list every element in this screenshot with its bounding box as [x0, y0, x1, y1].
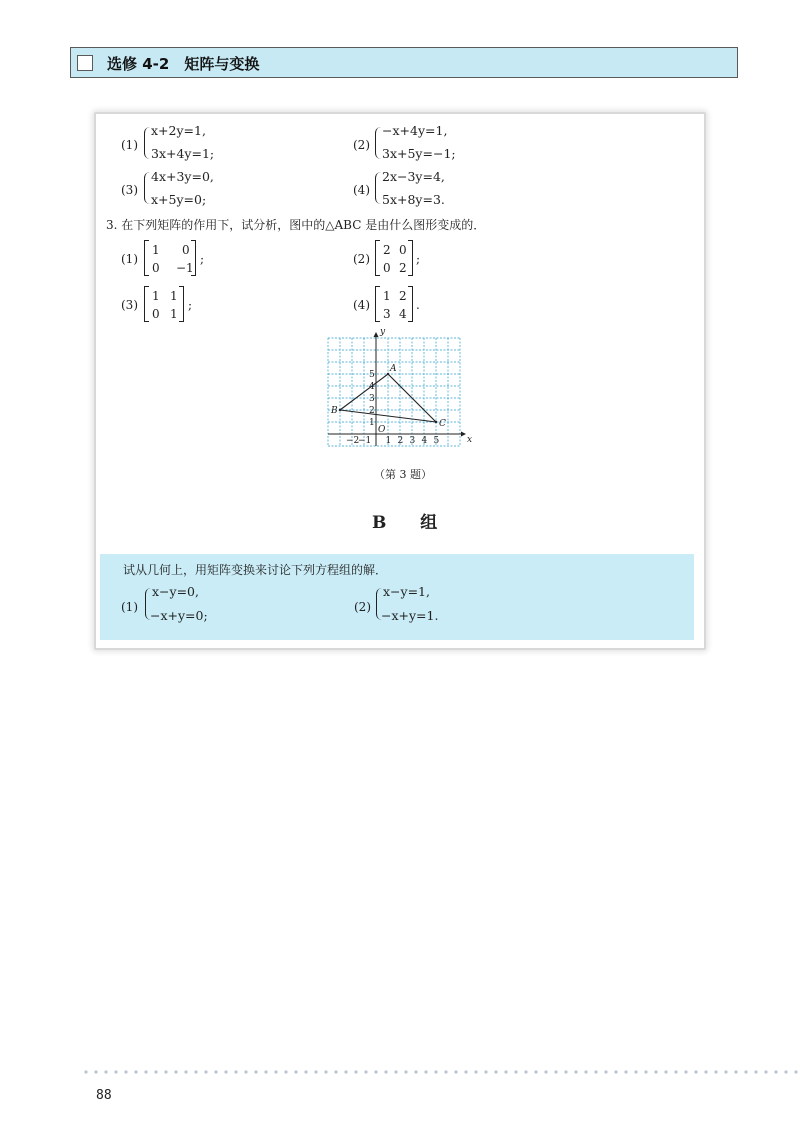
x-axis-arrow-icon — [461, 432, 466, 437]
x-tick-label: −2 — [346, 436, 360, 446]
b-eq1-line2: −x+y=0; — [150, 608, 208, 623]
grid-lines — [328, 338, 460, 446]
footer-dot — [314, 1070, 317, 1073]
x-tick-label: −1 — [358, 436, 372, 446]
footer-dot — [364, 1070, 367, 1073]
footer-dot — [724, 1070, 727, 1073]
footer-dot — [594, 1070, 597, 1073]
footer-dot — [394, 1070, 397, 1073]
footer-dot — [304, 1070, 307, 1073]
matrix-3-right-bracket — [179, 286, 184, 322]
matrix-2 — [375, 240, 413, 276]
footer-dot — [444, 1070, 447, 1073]
footer-dot — [514, 1070, 517, 1073]
x-axis-label: x — [467, 435, 473, 445]
footer-dot — [244, 1070, 247, 1073]
footer-dot — [604, 1070, 607, 1073]
footer-dot — [664, 1070, 667, 1073]
footer-dot — [294, 1070, 297, 1073]
triangle-figure — [328, 327, 473, 450]
matrix-3-a12: 1 — [170, 289, 178, 303]
matrix-2-left-bracket — [375, 240, 380, 276]
y-tick-label: 2 — [369, 406, 375, 416]
footer-dot — [434, 1070, 437, 1073]
tick-labels — [346, 370, 440, 446]
footer-dot — [494, 1070, 497, 1073]
origin-label: O — [378, 425, 386, 435]
matrix-3-a22: 1 — [170, 307, 178, 321]
header-title: 选修 4-2 矩阵与变换 — [107, 55, 260, 73]
footer-dot — [204, 1070, 207, 1073]
eq2-line1: −x+4y=1, — [382, 123, 448, 138]
vertex-label-a: A — [390, 364, 397, 374]
footer-dot — [84, 1070, 87, 1073]
eq3-label: (3) — [121, 183, 138, 197]
mat2-label: (2) — [353, 252, 370, 266]
footer-dot — [114, 1070, 117, 1073]
mat2-end: ; — [416, 252, 421, 266]
footer-dot — [94, 1070, 97, 1073]
footer-dot — [174, 1070, 177, 1073]
footer-dot — [574, 1070, 577, 1073]
footer-dot — [154, 1070, 157, 1073]
footer-dot — [384, 1070, 387, 1073]
x-tick-label: 3 — [409, 436, 416, 446]
matrix-1-a21: 0 — [152, 261, 160, 275]
footer-dot — [414, 1070, 417, 1073]
footer-dot — [614, 1070, 617, 1073]
coordinate-grid — [328, 327, 473, 450]
problem3-text: 3. 在下列矩阵的作用下，试分析，图中的△ABC 是由什么图形变成的． — [106, 218, 486, 232]
group-b-title: B 组 — [372, 513, 452, 533]
footer-dot — [684, 1070, 687, 1073]
footer-dot — [704, 1070, 707, 1073]
matrix-1-a12: 0 — [182, 243, 190, 257]
vertex-label-c: C — [439, 419, 446, 429]
mat4-label: (4) — [353, 298, 370, 312]
matrix-3-left-bracket — [144, 286, 149, 322]
footer-dot — [464, 1070, 467, 1073]
footer-dot — [654, 1070, 657, 1073]
matrix-3-a11: 1 — [152, 289, 160, 303]
footer-dot — [194, 1070, 197, 1073]
y-tick-label: 3 — [369, 394, 375, 404]
matrix-1-a11: 1 — [152, 243, 160, 257]
y-tick-label: 1 — [369, 418, 375, 428]
matrix-2-a11: 2 — [383, 243, 391, 257]
footer-dot — [474, 1070, 477, 1073]
group-b-text: 试从几何上，用矩阵变换来讨论下列方程组的解． — [123, 563, 388, 577]
mat1-label: (1) — [121, 252, 138, 266]
footer-dot — [234, 1070, 237, 1073]
footer-dot — [264, 1070, 267, 1073]
matrix-4-a11: 1 — [383, 289, 391, 303]
footer-dot — [354, 1070, 357, 1073]
footer-dot — [164, 1070, 167, 1073]
header-square-icon — [77, 55, 93, 71]
vertex-b — [339, 409, 341, 411]
footer-dot — [214, 1070, 217, 1073]
footer-dot — [504, 1070, 507, 1073]
b-eq2-line1: x−y=1, — [383, 584, 430, 599]
x-tick-label: 2 — [397, 436, 404, 446]
matrix-1-a22: −1 — [176, 261, 194, 275]
footer-dot — [644, 1070, 647, 1073]
eq4-label: (4) — [353, 183, 370, 197]
page-number: 88 — [96, 1088, 112, 1103]
footer-dot — [674, 1070, 677, 1073]
matrix-4-a12: 2 — [399, 289, 407, 303]
matrix-1-right-bracket — [191, 240, 196, 276]
b-eq1-label: (1) — [121, 600, 138, 614]
footer-dot — [774, 1070, 777, 1073]
matrix-2-a12: 0 — [399, 243, 407, 257]
footer-dot — [454, 1070, 457, 1073]
footer-dot — [554, 1070, 557, 1073]
vertex-label-b: B — [331, 406, 338, 416]
y-tick-label: 5 — [369, 370, 375, 380]
footer-dot — [284, 1070, 287, 1073]
matrix-4-right-bracket — [408, 286, 413, 322]
footer-dot — [124, 1070, 127, 1073]
x-tick-label: 5 — [433, 436, 440, 446]
matrix-2-a22: 2 — [399, 261, 407, 275]
matrix-4-a22: 4 — [399, 307, 407, 321]
mat4-end: . — [416, 298, 420, 312]
mat3-label: (3) — [121, 298, 138, 312]
vertex-a — [387, 373, 389, 375]
footer-dot — [424, 1070, 427, 1073]
y-axis-label: y — [380, 327, 386, 337]
matrix-2-right-bracket — [408, 240, 413, 276]
chapter-header — [70, 47, 738, 78]
footer-dot — [374, 1070, 377, 1073]
footer-dot — [624, 1070, 627, 1073]
x-tick-label: 1 — [385, 436, 392, 446]
b-eq1-line1: x−y=0, — [152, 584, 199, 599]
x-tick-label: 4 — [421, 436, 428, 446]
footer-dot — [344, 1070, 347, 1073]
matrix-4-left-bracket — [375, 286, 380, 322]
footer-dot — [334, 1070, 337, 1073]
mat1-end: ; — [200, 252, 205, 266]
footer-dot — [784, 1070, 787, 1073]
footer-dot — [744, 1070, 747, 1073]
eq2-line2: 3x+5y=−1; — [382, 146, 456, 161]
footer-dot — [524, 1070, 527, 1073]
matrix-2-a21: 0 — [383, 261, 391, 275]
footer-dot — [544, 1070, 547, 1073]
footer-dot — [224, 1070, 227, 1073]
footer-dot — [734, 1070, 737, 1073]
footer-dot — [324, 1070, 327, 1073]
footer-dot — [254, 1070, 257, 1073]
matrix-4 — [375, 286, 413, 322]
footer-dot — [794, 1070, 797, 1073]
footer-dot — [564, 1070, 567, 1073]
matrix-1-left-bracket — [144, 240, 149, 276]
footer-dot — [754, 1070, 757, 1073]
eq3-line2: x+5y=0; — [151, 192, 207, 207]
footer-dot — [404, 1070, 407, 1073]
footer-dot — [764, 1070, 767, 1073]
footer-dot — [144, 1070, 147, 1073]
footer-dot — [534, 1070, 537, 1073]
y-tick-label: 4 — [369, 382, 375, 392]
eq4-line1: 2x−3y=4, — [382, 169, 445, 184]
footer-dot — [134, 1070, 137, 1073]
eq1-label: (1) — [121, 138, 138, 152]
footer-dot — [184, 1070, 187, 1073]
eq2-label: (2) — [353, 138, 370, 152]
footer-dot — [634, 1070, 637, 1073]
vertex-c — [435, 421, 437, 423]
eq1-line2: 3x+4y=1; — [151, 146, 215, 161]
b-eq2-label: (2) — [354, 600, 371, 614]
footer-dot — [584, 1070, 587, 1073]
footer-dot — [694, 1070, 697, 1073]
mat3-end: ; — [188, 298, 193, 312]
eq1-line1: x+2y=1, — [151, 123, 206, 138]
eq4-line2: 5x+8y=3. — [382, 192, 445, 207]
b-eq2-line2: −x+y=1. — [381, 608, 439, 623]
footer-dot — [484, 1070, 487, 1073]
matrix-3 — [144, 286, 184, 322]
matrix-1 — [144, 240, 196, 276]
footer-dot — [714, 1070, 717, 1073]
matrix-4-a21: 3 — [383, 307, 391, 321]
figure-caption: （第 3 题） — [374, 468, 432, 481]
footer-dot — [274, 1070, 277, 1073]
footer-dotted-line — [84, 1070, 800, 1074]
footer-dot — [104, 1070, 107, 1073]
matrix-3-a21: 0 — [152, 307, 160, 321]
eq3-line1: 4x+3y=0, — [151, 169, 214, 184]
